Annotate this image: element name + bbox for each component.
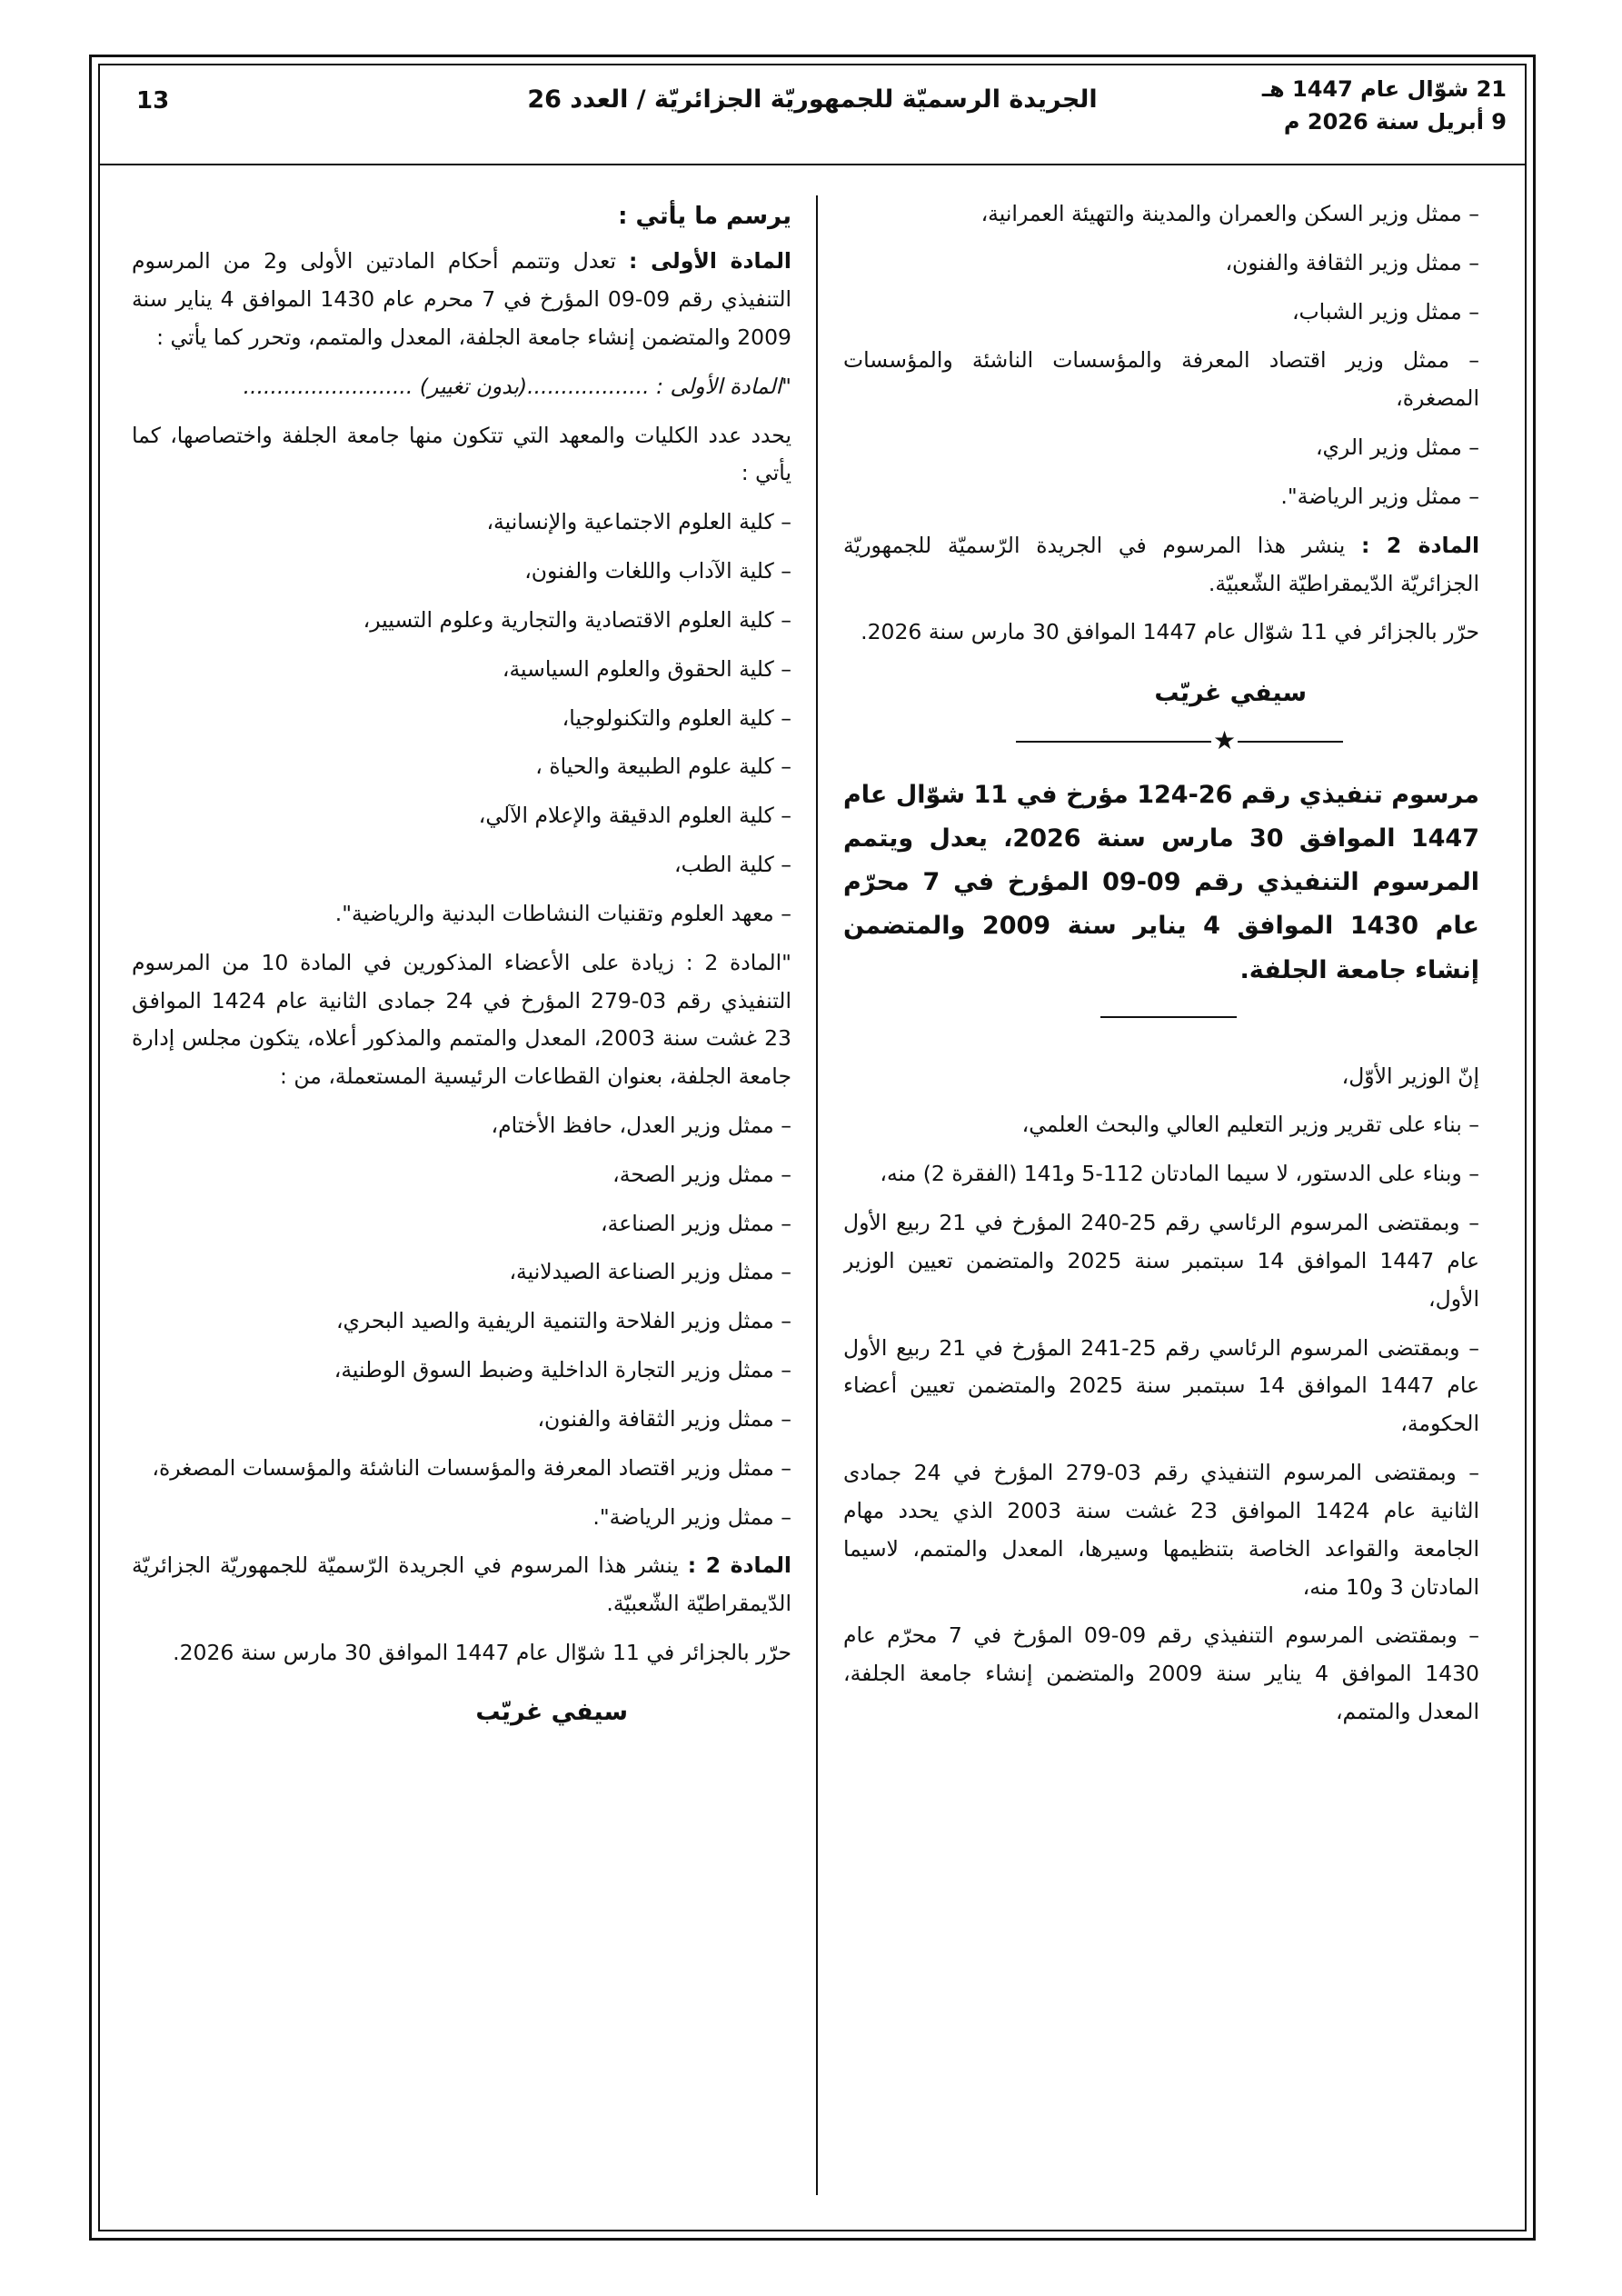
- visas-list: [843, 1106, 1479, 1731]
- faculty-item: – كلية العلوم الاجتماعية والإنسانية،: [486, 509, 791, 535]
- header-title: الجريدة الرسميّة للجمهوريّة الجزائريّة / العدد 26: [527, 85, 1098, 114]
- member-item: – ممثل وزير الرياضة".: [592, 1503, 791, 1530]
- visa-item: – بناء على تقرير وزير التعليم العالي والبحث العلمي،: [1021, 1112, 1479, 1138]
- decrees-heading: يرسم ما يأتي :: [618, 203, 791, 230]
- done-at-left: حرّر بالجزائر في 11 شوّال عام 1447 الموافق 30 مارس سنة 2026.: [173, 1640, 791, 1666]
- member-item: – ممثل وزير اقتصاد المعرفة والمؤسسات الناشئة والمؤسسات المصغرة،: [152, 1454, 791, 1481]
- divider-line: [1016, 741, 1343, 743]
- faculty-item: – كلية الآداب واللغات والفنون،: [524, 558, 791, 584]
- top-members-list: [843, 195, 1479, 516]
- member-item: – ممثل وزير الصناعة،: [601, 1210, 791, 1236]
- list-item: – ممثل وزير الري،: [1315, 434, 1479, 461]
- list-item: – ممثل وزير الرياضة".: [1280, 483, 1479, 509]
- article-2-text: ينشر هذا المرسوم في الجريدة الرّسميّة للجمهوريّة الجزائريّة الدّيمقراطيّة الشّعبيّة.: [843, 532, 1479, 596]
- list-item: – ممثل وزير الثقافة والفنون،: [1225, 249, 1479, 275]
- visa-item: – وبمقتضى المرسوم التنفيذي رقم 09-09 المؤرخ في 7 محرّم عام 1430 الموافق 4 يناير سنة 2009 والمتضمن إنشاء جامعة الجلفة، المعدل والمتمم،: [843, 1622, 1479, 1724]
- signature-left: سيفي غريّب: [475, 1697, 628, 1726]
- member-item: – ممثل وزير الصناعة الصيدلانية،: [509, 1259, 791, 1285]
- visa-item: – وبناء على الدستور، لا سيما المادتان 112-5 و141 (الفقرة 2) منه،: [880, 1161, 1479, 1187]
- decree-title: مرسوم تنفيذي رقم 26-124 مؤرخ في 11 شوّال عام 1447 الموافق 30 مارس سنة 2026، يعدل ويتمم المرسوم التنفيذي رقم 09-09 المؤرخ في 7 محرّم عام 1430 الموافق 4 يناير سنة 2009 والمتضمن إنشاء جامعة الجلفة.: [843, 781, 1479, 984]
- article-1: [132, 243, 791, 356]
- amended-article-1: "المادة الأولى : ..................(بدون تغيير) .........................: [243, 373, 791, 399]
- faculties-intro: يحدد عدد الكليات والمعهد التي تتكون منها جامعة الجلفة واختصاصها، كما يأتي :: [132, 422, 791, 486]
- faculty-item: – كلية العلوم الاقتصادية والتجارية وعلوم التسيير،: [363, 606, 791, 633]
- article-1-text: تعدل وتتمم أحكام المادتين الأولى و2 من المرسوم التنفيذي رقم 09-09 المؤرخ في 7 محرم عام 1430 الموافق 4 يناير سنة 2009 والمتضمن إنشاء جامعة الجلفة، المعدل والمتمم، وتحرر كما يأتي :: [132, 248, 791, 350]
- faculty-item: – كلية علوم الطبيعة والحياة ،: [535, 754, 791, 780]
- page-number: 13: [136, 87, 170, 115]
- header-date-gregorian: 9 أبريل سنة 2026 م: [1283, 109, 1507, 135]
- done-at: حرّر بالجزائر في 11 شوّال عام 1447 الموافق 30 مارس سنة 2026.: [861, 619, 1479, 645]
- star-icon: ★: [1213, 725, 1237, 756]
- article-2-left-label: المادة 2 :: [687, 1552, 791, 1579]
- list-item: – ممثل وزير السكن والعمران والمدينة والتهيئة العمرانية،: [980, 201, 1479, 226]
- member-item: – ممثل وزير العدل، حافظ الأختام،: [491, 1113, 791, 1138]
- member-item: – ممثل وزير الثقافة والفنون،: [537, 1405, 791, 1432]
- member-item: – ممثل وزير الفلاحة والتنمية الريفية والصيد البحري،: [335, 1308, 791, 1334]
- decree-intro: إنّ الوزير الأوّل،: [1341, 1063, 1479, 1089]
- faculties-list: [132, 504, 791, 933]
- faculty-item: – كلية الطب،: [674, 852, 791, 878]
- article-2-label: المادة 2 :: [1361, 532, 1479, 558]
- visa-item: – وبمقتضى المرسوم الرئاسي رقم 25-241 المؤرخ في 21 ربيع الأول عام 1447 الموافق 14 سبتمبر سنة 2025 والمتضمن تعيين أعضاء الحكومة،: [843, 1334, 1479, 1437]
- faculty-item: – كلية العلوم والتكنولوجيا،: [562, 704, 791, 731]
- page-header: [100, 65, 1525, 165]
- faculty-item: – كلية الحقوق والعلوم السياسية،: [502, 655, 791, 682]
- left-column: [132, 195, 791, 2204]
- short-divider: [1100, 1016, 1237, 1018]
- article-2: [843, 527, 1479, 604]
- board-members-list: [132, 1107, 791, 1536]
- column-divider: [816, 195, 818, 2195]
- visa-item: – وبمقتضى المرسوم التنفيذي رقم 03-279 المؤرخ في 24 جمادى الثانية عام 1424 الموافق 23 غشت سنة 2003 الذي يحدد مهام الجامعة والقواعد الخاصة بتنظيمها وسيرها، المعدل والمتمم، لاسيما المادتان 3 و10 منه،: [843, 1460, 1479, 1600]
- visa-item: – وبمقتضى المرسوم الرئاسي رقم 25-240 المؤرخ في 21 ربيع الأول عام 1447 الموافق 14 سبتمبر سنة 2025 والمتضمن تعيين الوزير الأول،: [843, 1210, 1479, 1312]
- right-column: [843, 195, 1479, 2204]
- article-2-left-text: ينشر هذا المرسوم في الجريدة الرّسميّة للجمهوريّة الجزائريّة الدّيمقراطيّة الشّعبيّة.: [132, 1552, 791, 1617]
- amended-article-2: "المادة 2 : زيادة على الأعضاء المذكورين في المادة 10 من المرسوم التنفيذي رقم 03-279 المؤرخ في 24 جمادى الثانية عام 1424 الموافق 23 غشت سنة 2003، المعدل والمتمم والمذكور أعلاه، يتكون مجلس إدارة جامعة الجلفة، بعنوان القطاعات الرئيسية المستعملة، من :: [132, 949, 791, 1090]
- member-item: – ممثل وزير التجارة الداخلية وضبط السوق الوطنية،: [333, 1357, 791, 1383]
- article-2-left: [132, 1547, 791, 1623]
- signature: سيفي غريّب: [1154, 679, 1307, 708]
- header-date-hijri: 21 شوّال عام 1447 هـ: [1261, 76, 1507, 102]
- star-divider: [843, 724, 1479, 757]
- list-item: – ممثل وزير الشباب،: [1291, 298, 1479, 324]
- faculty-item: – معهد العلوم وتقنيات النشاطات البدنية والرياضية".: [334, 900, 791, 926]
- faculty-item: – كلية العلوم الدقيقة والإعلام الآلي،: [478, 803, 791, 829]
- list-item: – ممثل وزير اقتصاد المعرفة والمؤسسات الناشئة والمؤسسات المصغرة،: [843, 347, 1479, 412]
- article-1-label: المادة الأولى :: [629, 248, 791, 275]
- member-item: – ممثل وزير الصحة،: [612, 1161, 791, 1187]
